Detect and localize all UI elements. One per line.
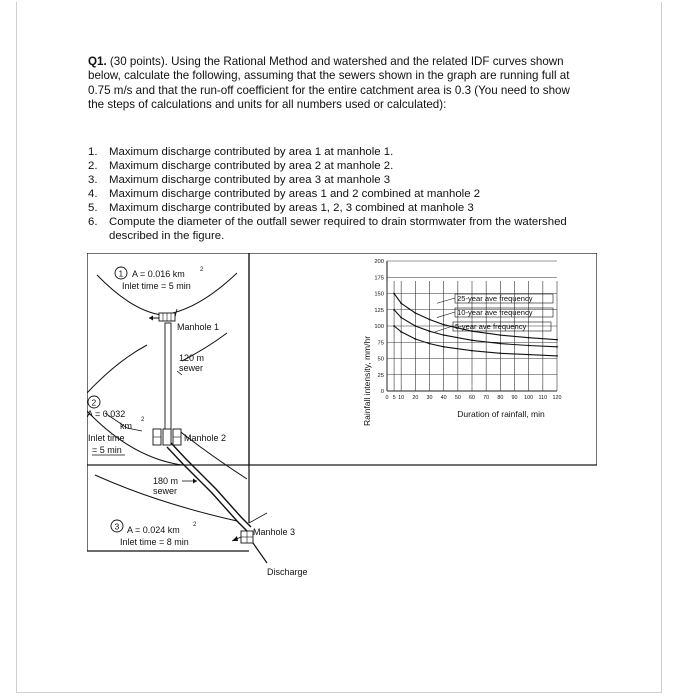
- series-label: 25-year ave frequency: [457, 294, 533, 303]
- y-tick-label: 175: [374, 275, 384, 282]
- x-tick-label: 50: [454, 395, 461, 401]
- area2-number: 2: [91, 397, 97, 408]
- area3-area: A = 0.024 km: [127, 525, 180, 535]
- list-item: [88, 187, 588, 201]
- area2-line2: km: [120, 421, 132, 431]
- task-list: [88, 145, 588, 243]
- discharge-line: [253, 543, 267, 563]
- area1-area: A = 0.016 km: [132, 269, 185, 279]
- x-tick-label: 80: [497, 395, 504, 401]
- sewer120-line1: 120 m: [179, 353, 205, 363]
- sewer180-line1: 180 m: [153, 476, 179, 486]
- item-number: 2.: [88, 160, 98, 172]
- series-point: [400, 302, 402, 304]
- series-point: [429, 330, 431, 332]
- y-tick-label: 50: [377, 356, 384, 363]
- series-leader: [435, 326, 453, 332]
- figure: [87, 253, 597, 593]
- area2-line1: A = 0.032: [87, 409, 126, 419]
- list-item: [88, 215, 588, 243]
- series-point: [528, 345, 530, 347]
- chart-ylabel: Rainfall intensity, mm/hr: [362, 335, 372, 427]
- area1-inlet-time: Inlet time = 5 min: [122, 281, 191, 291]
- series-label: 10-year ave frequency: [457, 308, 533, 317]
- x-tick-label: 30: [426, 395, 433, 401]
- series-point: [414, 312, 416, 314]
- manhole1-label: Manhole 1: [177, 322, 220, 332]
- manhole2-label: Manhole 2: [184, 433, 227, 443]
- sewer180-line2: sewer: [153, 486, 178, 496]
- series-point: [443, 346, 445, 348]
- item-text: Maximum discharge contributed by area 1 at manhole 1.: [109, 146, 394, 158]
- sewer120-line2: sewer: [179, 363, 204, 373]
- series-point: [528, 337, 530, 339]
- y-tick-label: 125: [374, 307, 384, 314]
- area2-boundary-upper: [87, 345, 147, 393]
- x-tick-label: 0: [385, 395, 389, 401]
- main-sewer-pipe: [165, 323, 171, 438]
- series-point: [471, 350, 473, 352]
- question-label: Q1.: [88, 55, 107, 68]
- x-tick-label: 60: [469, 395, 475, 401]
- y-tick-label: 150: [374, 291, 384, 298]
- x-tick-label: 120: [552, 395, 562, 401]
- series-leader: [437, 312, 455, 318]
- area2-line3: Inlet time: [88, 433, 125, 443]
- x-tick-label: 40: [440, 395, 447, 401]
- x-tick-label: 110: [538, 395, 548, 401]
- area2-exp: 2: [141, 417, 145, 423]
- watershed-diagram: [87, 253, 308, 577]
- item-number: 4.: [88, 188, 98, 200]
- item-text: Compute the diameter of the outfall sewer required to drain stormwater from the watershed described in the figure.: [109, 216, 567, 242]
- x-tick-label: 90: [511, 395, 518, 401]
- lower-sewer-pipe: [167, 447, 247, 531]
- series-point: [429, 343, 431, 345]
- chart-xlabel: Duration of rainfall, min: [457, 409, 545, 419]
- y-tick-label: 100: [374, 324, 384, 331]
- chart-border: [249, 253, 597, 465]
- area3-number: 3: [114, 521, 120, 532]
- item-text: Maximum discharge contributed by area 2 at manhole 2.: [109, 160, 394, 172]
- list-item: [88, 173, 588, 187]
- list-item: [88, 159, 588, 173]
- question-text: (30 points). Using the Rational Method and watershed and the related IDF curves shown below, calculate the following, assuming that the sewers shown in the graph are running full at 0.75 m/s and that the run-off coefficient for the entire catchment area is 0.3 (You need to show the steps of calculations and units for all numbers used or calculated):: [88, 55, 570, 112]
- x-tick-label: 20: [412, 395, 419, 401]
- series-point: [556, 339, 558, 341]
- question-paragraph: [88, 55, 588, 113]
- y-tick-label: 0: [380, 389, 384, 396]
- area1-number: 1: [118, 268, 124, 279]
- series-point: [443, 334, 445, 336]
- item-number: 1.: [88, 146, 98, 158]
- discharge-label: Discharge: [267, 567, 308, 577]
- series-point: [393, 293, 395, 295]
- area1-boundary: [97, 273, 237, 315]
- manhole1-arrowhead: [149, 316, 153, 321]
- area2-line4: = 5 min: [92, 445, 122, 455]
- series-label: 5-year ave frequency: [455, 322, 527, 331]
- series-point: [429, 319, 431, 321]
- y-tick-label: 25: [377, 372, 384, 379]
- manhole2-icon-center: [163, 429, 171, 445]
- item-text: Maximum discharge contributed by area 3 at manhole 3: [109, 174, 391, 186]
- series-point: [393, 325, 395, 327]
- area3-inlet-time: Inlet time = 8 min: [120, 537, 189, 547]
- x-tick-label: 10: [398, 395, 405, 401]
- series-point: [414, 325, 416, 327]
- area3-area-exp: 2: [193, 522, 197, 528]
- series-point: [556, 346, 558, 348]
- list-item: [88, 201, 588, 215]
- item-number: 5.: [88, 202, 98, 214]
- series-point: [556, 355, 558, 357]
- y-tick-label: 75: [377, 340, 384, 347]
- x-tick-label: 5: [392, 395, 396, 401]
- series-leader: [437, 298, 455, 303]
- manhole3-label: Manhole 3: [253, 527, 296, 537]
- series-point: [499, 334, 501, 336]
- area1-area-exp: 2: [200, 267, 204, 273]
- series-point: [499, 352, 501, 354]
- y-tick-label: 200: [374, 259, 384, 266]
- list-item: [88, 145, 588, 159]
- series-point: [414, 338, 416, 340]
- series-point: [400, 331, 402, 333]
- series-point: [499, 343, 501, 345]
- series-point: [471, 339, 473, 341]
- x-tick-label: 70: [483, 395, 490, 401]
- item-number: 6.: [88, 216, 98, 228]
- item-number: 3.: [88, 174, 98, 186]
- item-text: Maximum discharge contributed by areas 1 and 2 combined at manhole 2: [109, 188, 481, 200]
- x-tick-label: 100: [524, 395, 534, 401]
- series-point: [528, 354, 530, 356]
- item-text: Maximum discharge contributed by areas 1, 2, 3 combined at manhole 3: [109, 202, 474, 214]
- series-point: [393, 309, 395, 311]
- series-point: [443, 324, 445, 326]
- series-point: [400, 317, 402, 319]
- idf-chart: [249, 253, 597, 465]
